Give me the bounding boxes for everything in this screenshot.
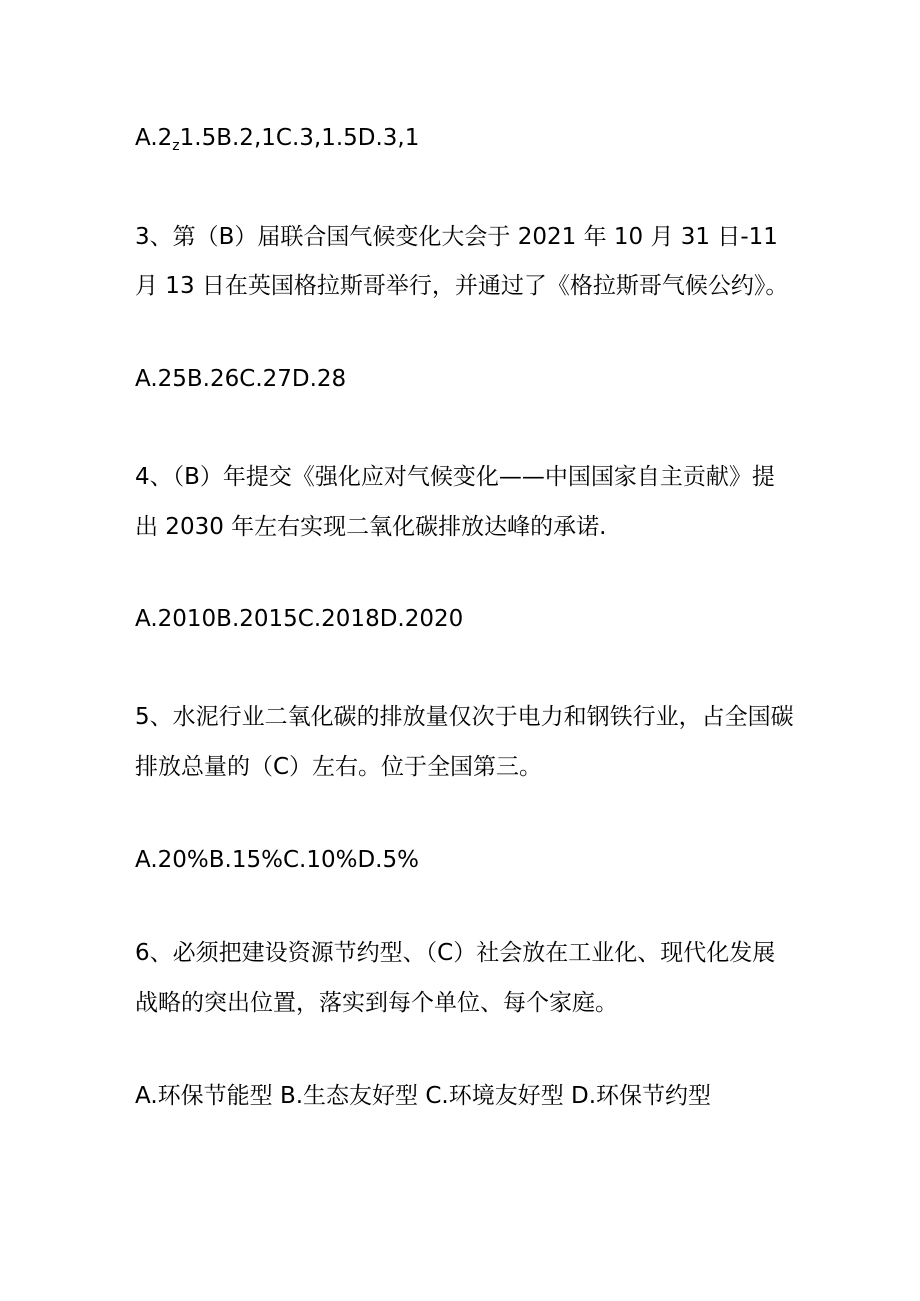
q2-option-text-2: 1.5B.2,1C.3,1.5D.3,1 (179, 125, 420, 151)
q6-question-line-1: 6、必须把建设资源节约型、（C）社会放在工业化、现代化发展 (135, 940, 776, 966)
q2-option-text-1: A.2 (135, 125, 173, 151)
q2-options (135, 116, 825, 168)
q3-question-line-2: 月 13 日在英国格拉斯哥举行，并通过了《格拉斯哥气候公约》。 (135, 273, 789, 299)
q3-question-line-1: 3、第（B）届联合国气候变化大会于 2021 年 10 月 31 日-11 (135, 224, 778, 250)
q5-options: A.20%B.15%C.10%D.5% (135, 847, 419, 873)
q5-question-line-2: 排放总量的（C）左右。位于全国第三。 (135, 754, 543, 780)
q4-options: A.2010B.2015C.2018D.2020 (135, 606, 464, 632)
q2-option-subscript: z (172, 138, 180, 154)
q6-question-line-2: 战略的突出位置，落实到每个单位、每个家庭。 (135, 990, 618, 1016)
q4-question-line-2: 出 2030 年左右实现二氧化碳排放达峰的承诺. (135, 514, 607, 540)
q3-options: A.25B.26C.27D.28 (135, 366, 347, 392)
q5-question-line-1: 5、水泥行业二氧化碳的排放量仅次于电力和钢铁行业，占全国碳 (135, 704, 794, 730)
q4-question-line-1: 4、（B）年提交《强化应对气候变化——中国国家自主贡献》提 (135, 464, 775, 490)
q6-options: A.环保节能型 B.生态友好型 C.环境友好型 D.环保节约型 (135, 1083, 712, 1109)
